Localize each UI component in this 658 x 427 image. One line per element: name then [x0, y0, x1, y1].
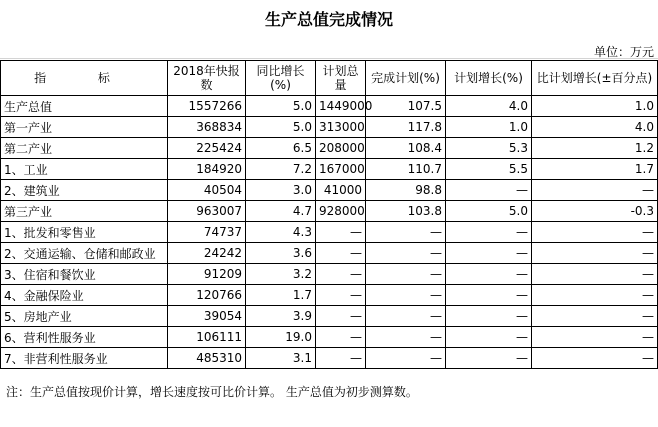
- cell-completion: 98.8: [366, 180, 446, 201]
- cell-plan-total: —: [316, 348, 366, 369]
- cell-express: 74737: [168, 222, 246, 243]
- table-row: [1, 264, 658, 285]
- table-row: [1, 348, 658, 369]
- cell-plan-growth: —: [446, 306, 532, 327]
- row-indicator-cell: 2、交通运输、仓储和邮政业: [1, 243, 168, 264]
- header-yoy: 同比增长(%): [246, 61, 316, 96]
- cell-vs-plan: -0.3: [532, 201, 658, 222]
- cell-plan-growth: —: [446, 264, 532, 285]
- cell-completion: 117.8: [366, 117, 446, 138]
- header-plan-total: 计划总量: [316, 61, 366, 96]
- row-indicator-cell: 第三产业: [1, 201, 168, 222]
- cell-plan-total: —: [316, 327, 366, 348]
- header-vs-plan: 比计划增长(±百分点): [532, 61, 658, 96]
- cell-completion: 103.8: [366, 201, 446, 222]
- cell-express: 40504: [168, 180, 246, 201]
- cell-yoy: 5.0: [246, 117, 316, 138]
- header-indicator: 指 标: [1, 61, 168, 96]
- cell-vs-plan: —: [532, 348, 658, 369]
- cell-plan-total: —: [316, 243, 366, 264]
- cell-express: 184920: [168, 159, 246, 180]
- cell-plan-growth: 5.3: [446, 138, 532, 159]
- header-completion: 完成计划(%): [366, 61, 446, 96]
- cell-express: 225424: [168, 138, 246, 159]
- cell-completion: —: [366, 222, 446, 243]
- cell-completion: 107.5: [366, 96, 446, 117]
- cell-plan-total: 313000: [316, 117, 366, 138]
- cell-yoy: 3.6: [246, 243, 316, 264]
- cell-plan-growth: —: [446, 243, 532, 264]
- cell-express: 485310: [168, 348, 246, 369]
- cell-yoy: 3.1: [246, 348, 316, 369]
- cell-vs-plan: —: [532, 180, 658, 201]
- cell-plan-growth: —: [446, 285, 532, 306]
- cell-yoy: 6.5: [246, 138, 316, 159]
- cell-express: 963007: [168, 201, 246, 222]
- cell-plan-growth: 5.0: [446, 201, 532, 222]
- cell-plan-total: —: [316, 264, 366, 285]
- cell-yoy: 19.0: [246, 327, 316, 348]
- cell-plan-growth: —: [446, 348, 532, 369]
- cell-plan-total: —: [316, 285, 366, 306]
- cell-plan-total: 1449000: [316, 96, 366, 117]
- cell-express: 24242: [168, 243, 246, 264]
- table-row: [1, 117, 658, 138]
- table-row: [1, 96, 658, 117]
- table-row: [1, 201, 658, 222]
- cell-completion: 108.4: [366, 138, 446, 159]
- cell-express: 39054: [168, 306, 246, 327]
- row-indicator-cell: 1、批发和零售业: [1, 222, 168, 243]
- cell-completion: —: [366, 285, 446, 306]
- row-indicator-cell: 3、住宿和餐饮业: [1, 264, 168, 285]
- cell-vs-plan: —: [532, 243, 658, 264]
- table-row: [1, 285, 658, 306]
- cell-plan-total: —: [316, 222, 366, 243]
- table-row: [1, 243, 658, 264]
- row-indicator-cell: 5、房地产业: [1, 306, 168, 327]
- cell-yoy: 4.3: [246, 222, 316, 243]
- cell-vs-plan: 1.0: [532, 96, 658, 117]
- row-indicator-cell: 4、金融保险业: [1, 285, 168, 306]
- cell-yoy: 3.2: [246, 264, 316, 285]
- table-row: [1, 159, 658, 180]
- cell-express: 106111: [168, 327, 246, 348]
- cell-completion: —: [366, 327, 446, 348]
- cell-plan-total: 41000: [316, 180, 366, 201]
- table-row: [1, 306, 658, 327]
- cell-vs-plan: 1.2: [532, 138, 658, 159]
- unit-label: 单位：万元: [593, 45, 654, 59]
- cell-vs-plan: —: [532, 327, 658, 348]
- sheet-gridline: [0, 58, 658, 59]
- row-indicator-cell: 7、非营利性服务业: [1, 348, 168, 369]
- cell-yoy: 1.7: [246, 285, 316, 306]
- cell-plan-growth: 4.0: [446, 96, 532, 117]
- cell-plan-total: 167000: [316, 159, 366, 180]
- row-indicator-cell: 第二产业: [1, 138, 168, 159]
- table-row: [1, 327, 658, 348]
- gdp-table: [0, 60, 658, 369]
- table-title: 生产总值完成情况: [264, 10, 393, 29]
- cell-yoy: 3.0: [246, 180, 316, 201]
- cell-completion: —: [366, 264, 446, 285]
- cell-yoy: 5.0: [246, 96, 316, 117]
- cell-express: 368834: [168, 117, 246, 138]
- cell-plan-total: —: [316, 306, 366, 327]
- cell-vs-plan: 1.7: [532, 159, 658, 180]
- cell-plan-growth: —: [446, 327, 532, 348]
- cell-plan-growth: 1.0: [446, 117, 532, 138]
- cell-express: 1557266: [168, 96, 246, 117]
- cell-vs-plan: —: [532, 285, 658, 306]
- row-indicator-cell: 2、建筑业: [1, 180, 168, 201]
- header-plan-growth: 计划增长(%): [446, 61, 532, 96]
- header-express: 2018年快报数: [168, 61, 246, 96]
- cell-vs-plan: 4.0: [532, 117, 658, 138]
- cell-plan-growth: —: [446, 222, 532, 243]
- table-row: [1, 180, 658, 201]
- row-indicator-cell: 生产总值: [1, 96, 168, 117]
- cell-vs-plan: —: [532, 306, 658, 327]
- row-indicator-cell: 6、营利性服务业: [1, 327, 168, 348]
- footnote: 注：生产总值按现价计算，增长速度按可比价计算。 生产总值为初步测算数。: [6, 385, 418, 399]
- table-body: [1, 96, 658, 369]
- cell-express: 120766: [168, 285, 246, 306]
- cell-vs-plan: —: [532, 222, 658, 243]
- cell-completion: 110.7: [366, 159, 446, 180]
- cell-completion: —: [366, 348, 446, 369]
- cell-plan-growth: 5.5: [446, 159, 532, 180]
- cell-express: 91209: [168, 264, 246, 285]
- table-row: [1, 222, 658, 243]
- cell-plan-total: 928000: [316, 201, 366, 222]
- cell-yoy: 3.9: [246, 306, 316, 327]
- cell-vs-plan: —: [532, 264, 658, 285]
- table-row: [1, 138, 658, 159]
- cell-yoy: 7.2: [246, 159, 316, 180]
- cell-plan-growth: —: [446, 180, 532, 201]
- row-indicator-cell: 第一产业: [1, 117, 168, 138]
- cell-plan-total: 208000: [316, 138, 366, 159]
- cell-yoy: 4.7: [246, 201, 316, 222]
- row-indicator-cell: 1、工业: [1, 159, 168, 180]
- cell-completion: —: [366, 243, 446, 264]
- cell-completion: —: [366, 306, 446, 327]
- header-row: [1, 61, 658, 96]
